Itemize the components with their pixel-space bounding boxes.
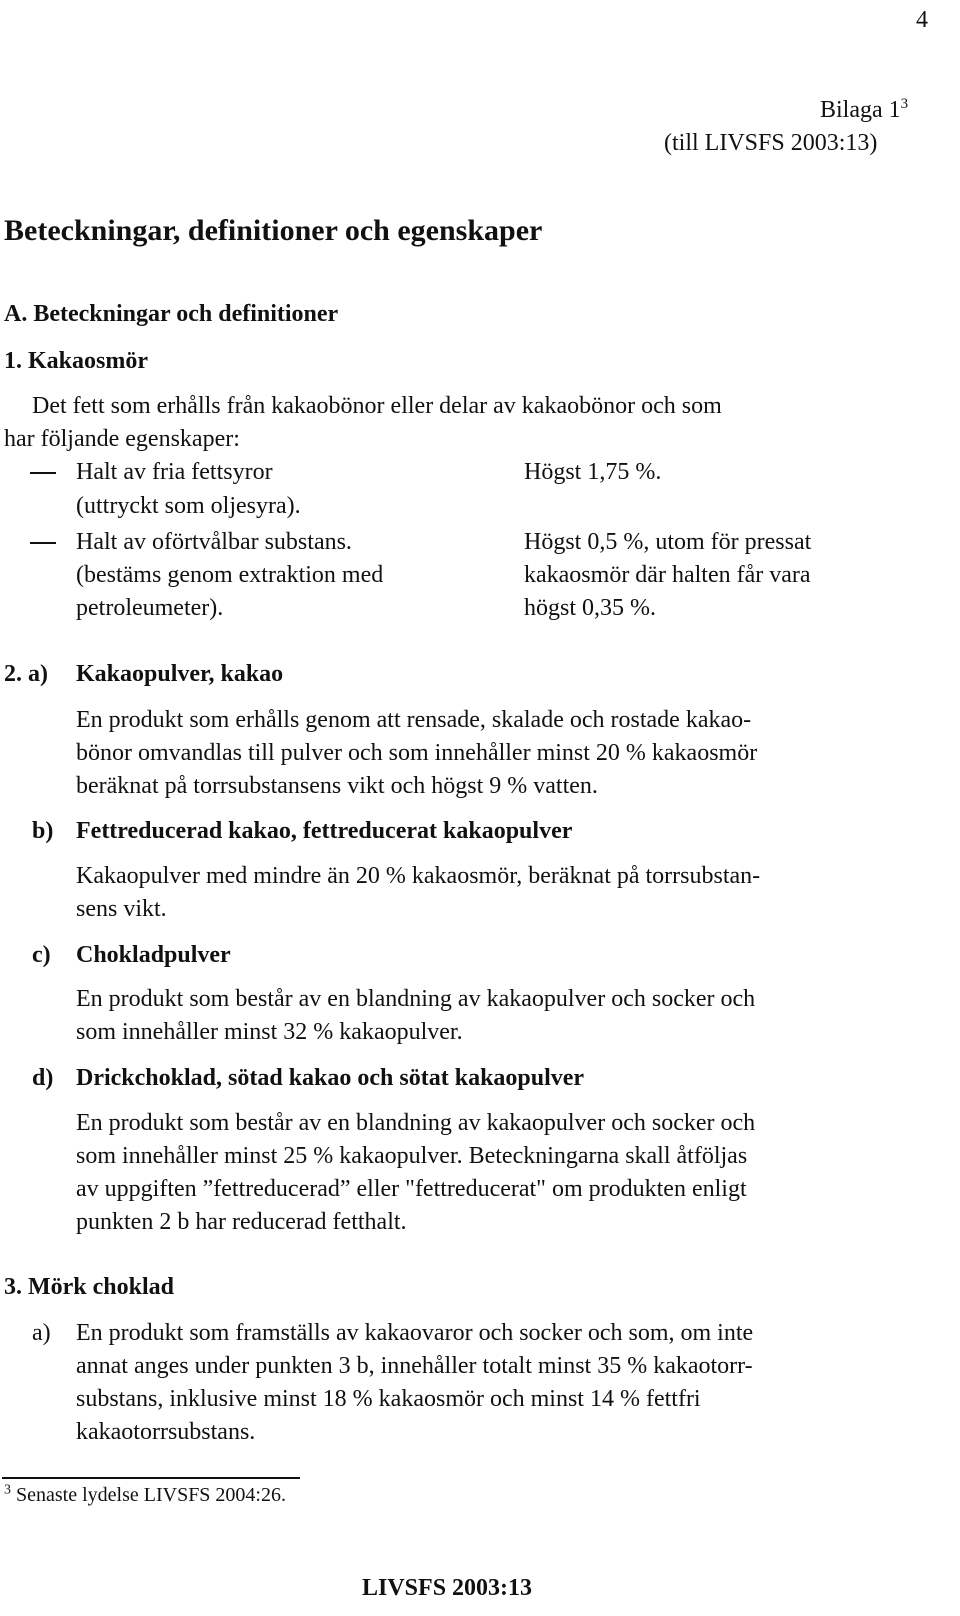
item1-heading: 1. Kakaosmör xyxy=(4,348,148,374)
item2b-heading: Fettreducerad kakao, fettreducerat kakaopulver xyxy=(76,818,573,844)
item3a-text: substans, inklusive minst 18 % kakaosmör och minst 14 % fettfri xyxy=(76,1386,701,1412)
item2b-label: b) xyxy=(32,818,54,844)
footnote-number: 3 xyxy=(4,1482,11,1498)
footnote-ref: 3 xyxy=(900,96,909,112)
property-note: petroleumeter). xyxy=(76,595,224,621)
item2c-text: En produkt som består av en blandning av kakaopulver och socker och xyxy=(76,986,756,1012)
property-note: (bestäms genom extraktion med xyxy=(76,562,384,588)
property-name: Halt av fria fettsyror xyxy=(76,459,273,485)
item2c-text: som innehåller minst 32 % kakaopulver. xyxy=(76,1019,463,1045)
item2c-label: c) xyxy=(32,942,51,968)
item3a-text: En produkt som framställs av kakaovaror och socker och som, om inte xyxy=(76,1320,754,1346)
annex-reference: (till LIVSFS 2003:13) xyxy=(664,130,878,156)
property-value: högst 0,35 %. xyxy=(524,595,656,621)
item2d-label: d) xyxy=(32,1065,54,1091)
item1-description-cont: har följande egenskaper: xyxy=(4,426,240,452)
page-title: Beteckningar, definitioner och egenskaper xyxy=(4,214,543,247)
item2a-text: En produkt som erhålls genom att rensade, skalade och rostade kakao- xyxy=(76,707,752,733)
item2c-heading: Chokladpulver xyxy=(76,942,231,968)
item3a-text: annat anges under punkten 3 b, innehåller totalt minst 35 % kakaotorr- xyxy=(76,1353,753,1379)
item3a-label: a) xyxy=(32,1320,51,1346)
item2d-heading: Drickchoklad, sötad kakao och sötat kakaopulver xyxy=(76,1065,585,1091)
footer: LIVSFS 2003:13 xyxy=(362,1575,533,1601)
item2b-text: sens vikt. xyxy=(76,896,167,922)
footnote-text: Senaste lydelse LIVSFS 2004:26. xyxy=(16,1484,286,1506)
item2a-heading: Kakaopulver, kakao xyxy=(76,661,284,687)
item2d-text: En produkt som består av en blandning av kakaopulver och socker och xyxy=(76,1110,756,1136)
page-number: 4 xyxy=(916,7,928,33)
item2d-text: punkten 2 b har reducerad fetthalt. xyxy=(76,1209,407,1235)
item3-heading: 3. Mörk choklad xyxy=(4,1274,175,1300)
property-value: kakaosmör där halten får vara xyxy=(524,562,811,588)
item2-number: 2. a) xyxy=(4,661,48,687)
property-dash xyxy=(30,456,56,488)
property-name: Halt av oförtvålbar substans. xyxy=(76,529,352,555)
footnote xyxy=(4,1482,286,1508)
item2d-text: som innehåller minst 25 % kakaopulver. Beteckningarna skall åtföljas xyxy=(76,1143,748,1169)
item3a-text: kakaotorrsubstans. xyxy=(76,1419,256,1445)
annex-label-text: Bilaga 1 xyxy=(820,97,901,123)
property-dash xyxy=(30,526,56,558)
annex-label xyxy=(820,94,908,126)
item2b-text: Kakaopulver med mindre än 20 % kakaosmör, beräknat på torrsubstan- xyxy=(76,863,761,889)
property-value: Högst 0,5 %, utom för pressat xyxy=(524,529,812,555)
item1-description: Det fett som erhålls från kakaobönor eller delar av kakaobönor och som xyxy=(32,393,722,419)
item2d-text: av uppgiften ”fettreducerad” eller "fettreducerat" om produkten enligt xyxy=(76,1176,747,1202)
footnote-divider xyxy=(2,1477,300,1479)
item2a-text: bönor omvandlas till pulver och som innehåller minst 20 % kakaosmör xyxy=(76,740,758,766)
item2a-text: beräknat på torrsubstansens vikt och högst 9 % vatten. xyxy=(76,773,598,799)
property-value: Högst 1,75 %. xyxy=(524,459,662,485)
property-note: (uttryckt som oljesyra). xyxy=(76,493,301,519)
section-heading-a: A. Beteckningar och definitioner xyxy=(4,301,339,327)
